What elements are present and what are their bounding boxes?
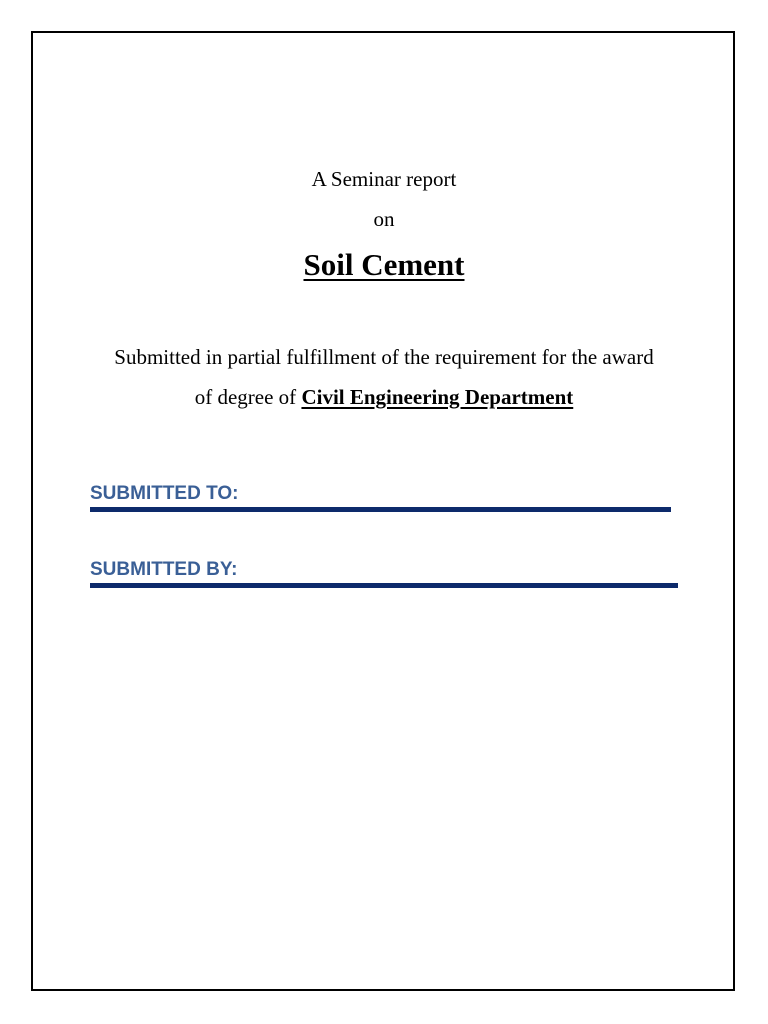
department-name: Civil Engineering Department [301,385,574,409]
submitted-by-rule [90,583,678,588]
submitted-by-heading: SUBMITTED BY: [90,559,238,580]
report-connector: on [373,207,395,231]
submitted-to-heading: SUBMITTED TO: [90,483,239,504]
submitted-to-rule [90,507,671,512]
purpose-line-1: Submitted in partial fulfillment of the requirement for the award [114,345,654,369]
report-intro: A Seminar report [311,167,457,191]
purpose-line-2-prefix: of degree of [194,385,302,409]
purpose-line-2 [0,383,768,411]
report-title: Soil Cement [303,247,465,282]
